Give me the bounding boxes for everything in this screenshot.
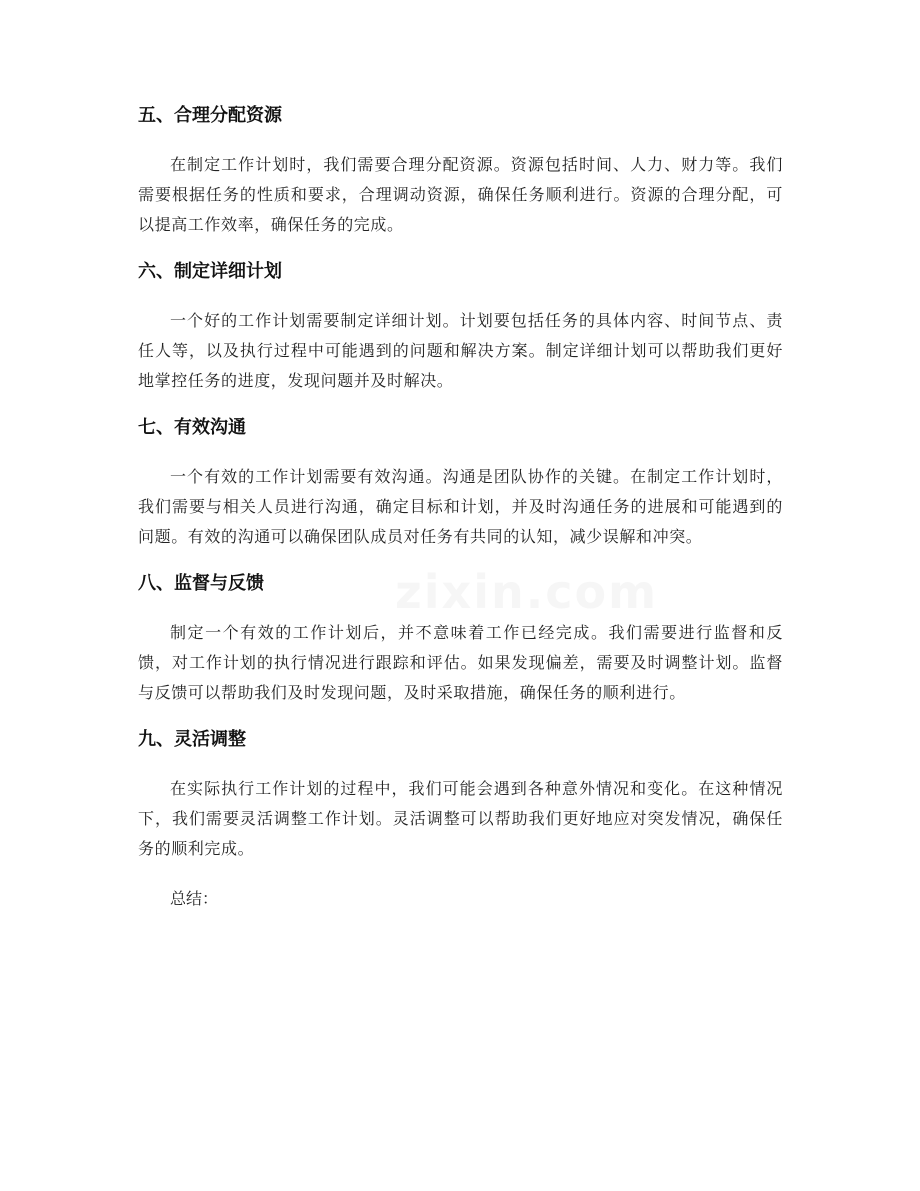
section-heading: 八、监督与反馈 xyxy=(138,573,264,594)
section-paragraph: 制定一个有效的工作计划后，并不意味着工作已经完成。我们需要进行监督和反馈，对工作计划的执行情况进行跟踪和评估。如果发现偏差，需要及时调整计划。监督与反馈可以帮助我们及时发现问题，及时采取措施，确保任务的顺利进行。 xyxy=(138,623,783,702)
section-paragraph: 一个有效的工作计划需要有效沟通。沟通是团队协作的关键。在制定工作计划时，我们需要与相关人员进行沟通，确定目标和计划，并及时沟通任务的进展和可能遇到的问题。有效的沟通可以确保团队成员对任务有共同的认知，减少误解和冲突。 xyxy=(138,467,783,546)
summary-label: 总结： xyxy=(170,889,219,908)
section-paragraph: 一个好的工作计划需要制定详细计划。计划要包括任务的具体内容、时间节点、责任人等，以及执行过程中可能遇到的问题和解决方案。制定详细计划可以帮助我们更好地掌控任务的进度，发现问题并及时解决。 xyxy=(138,311,783,390)
watermark: zixin.com xyxy=(395,565,659,619)
section-paragraph: 在实际执行工作计划的过程中，我们可能会遇到各种意外情况和变化。在这种情况下，我们需要灵活调整工作计划。灵活调整可以帮助我们更好地应对突发情况，确保任务的顺利完成。 xyxy=(138,779,783,858)
section-8 xyxy=(138,572,783,708)
section-heading: 七、有效沟通 xyxy=(138,417,246,438)
section-9 xyxy=(138,728,783,864)
document-body xyxy=(138,104,783,914)
section-6 xyxy=(138,260,783,396)
section-7 xyxy=(138,416,783,552)
section-heading: 六、制定详细计划 xyxy=(138,261,282,282)
section-paragraph: 在制定工作计划时，我们需要合理分配资源。资源包括时间、人力、财力等。我们需要根据任务的性质和要求，合理调动资源，确保任务顺利进行。资源的合理分配，可以提高工作效率，确保任务的完成。 xyxy=(138,155,783,234)
section-heading: 五、合理分配资源 xyxy=(138,105,282,126)
section-5 xyxy=(138,104,783,240)
section-heading: 九、灵活调整 xyxy=(138,729,246,750)
